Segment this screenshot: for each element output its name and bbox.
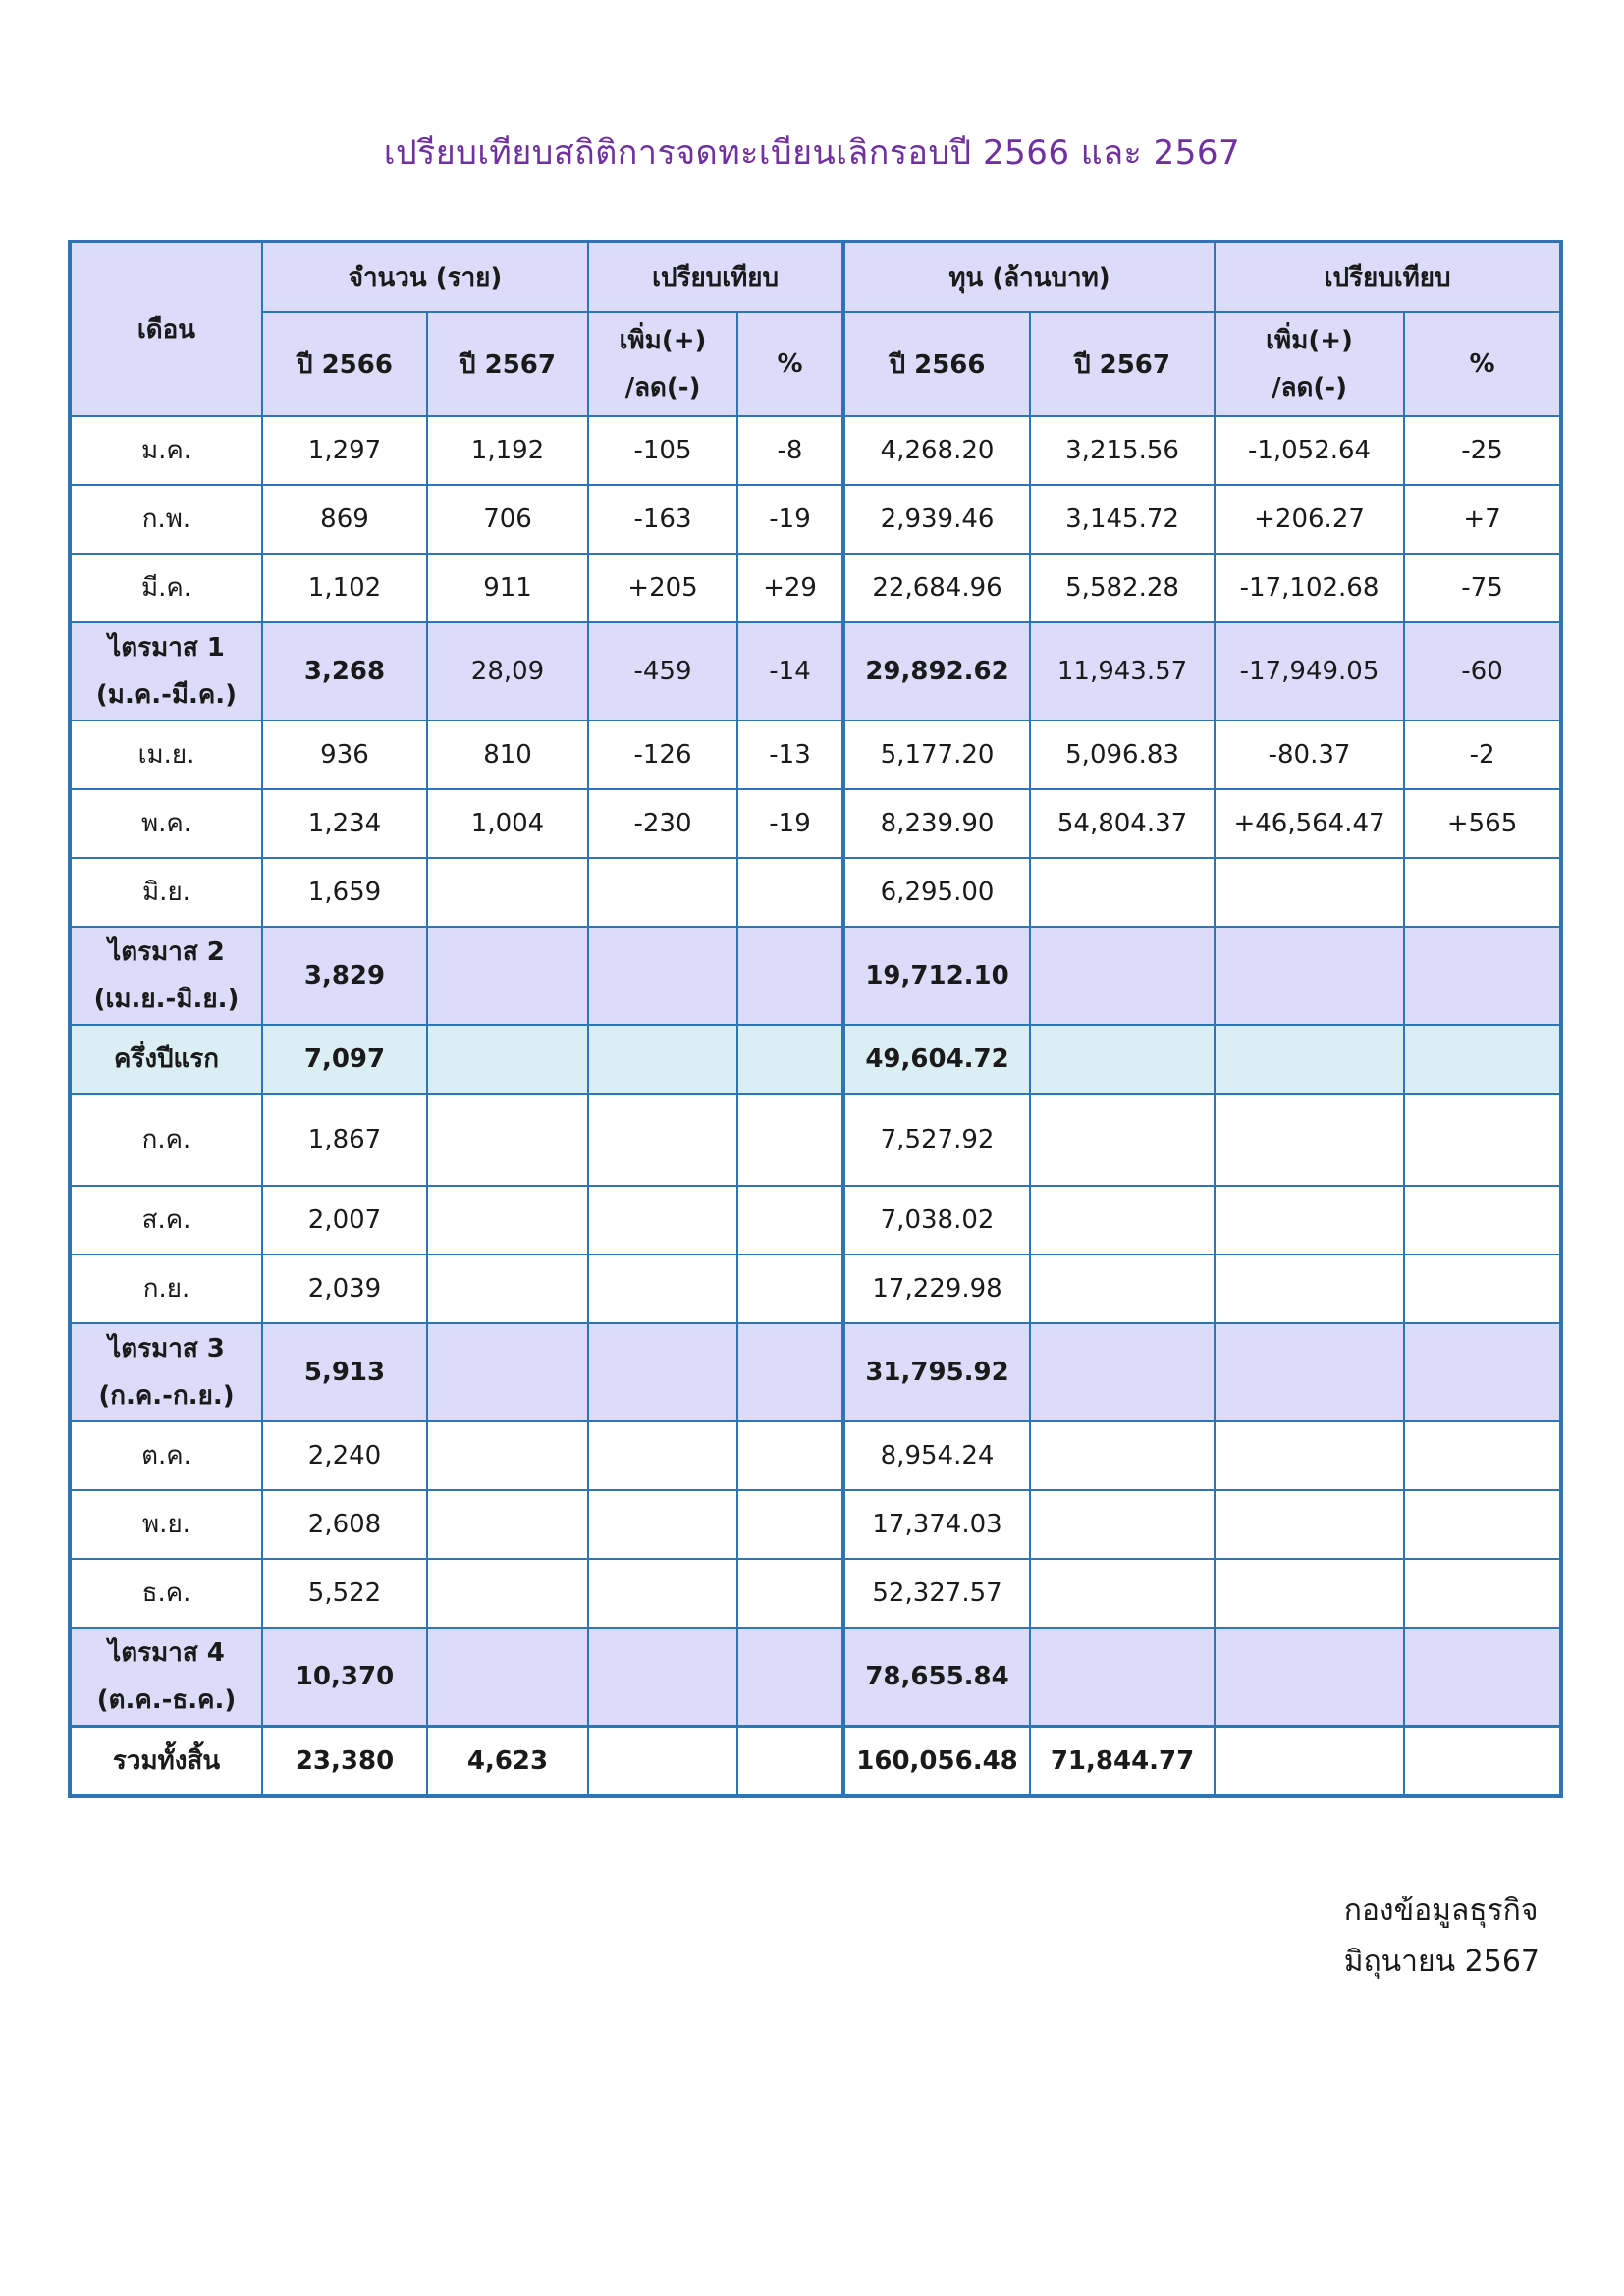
cell-capital-change: +46,564.47 bbox=[1215, 789, 1404, 858]
cell-count-2567 bbox=[427, 1094, 588, 1186]
cell-count-percent bbox=[737, 858, 843, 927]
cell-count-2566: 1,867 bbox=[262, 1094, 427, 1186]
cell-capital-2567 bbox=[1030, 1628, 1215, 1726]
header-count-percent: % bbox=[737, 312, 843, 416]
cell-count-2566: 1,102 bbox=[262, 554, 427, 622]
table-row bbox=[70, 485, 1561, 554]
header-capital-2567: ปี 2567 bbox=[1030, 312, 1215, 416]
cell-count-2567 bbox=[427, 1025, 588, 1094]
cell-count-change bbox=[588, 1186, 737, 1255]
cell-capital-percent: -25 bbox=[1404, 416, 1561, 485]
cell-count-change: -105 bbox=[588, 416, 737, 485]
cell-capital-2567: 5,582.28 bbox=[1030, 554, 1215, 622]
row-label: ธ.ค. bbox=[70, 1559, 262, 1628]
cell-count-percent bbox=[737, 1255, 843, 1323]
cell-capital-2566: 160,056.48 bbox=[843, 1726, 1030, 1796]
cell-count-change bbox=[588, 1421, 737, 1490]
cell-capital-2566: 19,712.10 bbox=[843, 927, 1030, 1025]
footer bbox=[1344, 1886, 1540, 1988]
cell-capital-change bbox=[1215, 1490, 1404, 1559]
cell-count-change bbox=[588, 1025, 737, 1094]
cell-count-change: -230 bbox=[588, 789, 737, 858]
cell-capital-2567: 54,804.37 bbox=[1030, 789, 1215, 858]
cell-capital-percent bbox=[1404, 1490, 1561, 1559]
cell-count-2567 bbox=[427, 1323, 588, 1421]
cell-capital-change bbox=[1215, 1628, 1404, 1726]
row-label: ก.ย. bbox=[70, 1255, 262, 1323]
cell-count-percent bbox=[737, 1323, 843, 1421]
cell-count-change bbox=[588, 1094, 737, 1186]
cell-count-2567: 1,192 bbox=[427, 416, 588, 485]
table-row bbox=[70, 1094, 1561, 1186]
cell-count-percent bbox=[737, 1490, 843, 1559]
cell-capital-change bbox=[1215, 1323, 1404, 1421]
cell-capital-change: -80.37 bbox=[1215, 721, 1404, 789]
cell-count-2566: 3,268 bbox=[262, 622, 427, 721]
cell-capital-percent bbox=[1404, 1255, 1561, 1323]
row-label: ไตรมาส 2 (เม.ย.-มิ.ย.) bbox=[70, 927, 262, 1025]
cell-capital-change bbox=[1215, 927, 1404, 1025]
cell-count-change bbox=[588, 1323, 737, 1421]
cell-capital-percent: -60 bbox=[1404, 622, 1561, 721]
footer-department: กองข้อมูลธุรกิจ bbox=[1343, 1894, 1539, 1928]
cell-count-percent: -14 bbox=[737, 622, 843, 721]
cell-count-2567 bbox=[427, 1559, 588, 1628]
cell-capital-percent: +565 bbox=[1404, 789, 1561, 858]
cell-capital-2567 bbox=[1030, 927, 1215, 1025]
cell-capital-2567 bbox=[1030, 1255, 1215, 1323]
cell-count-percent bbox=[737, 1421, 843, 1490]
cell-count-change bbox=[588, 858, 737, 927]
header-capital-2566: ปี 2566 bbox=[843, 312, 1030, 416]
table-row bbox=[70, 1490, 1561, 1559]
cell-count-2567 bbox=[427, 1421, 588, 1490]
cell-count-change bbox=[588, 1726, 737, 1796]
cell-count-2567: 4,623 bbox=[427, 1726, 588, 1796]
cell-count-2566: 7,097 bbox=[262, 1025, 427, 1094]
table-row bbox=[70, 1559, 1561, 1628]
cell-count-2567: 810 bbox=[427, 721, 588, 789]
table-row bbox=[70, 416, 1561, 485]
table-row bbox=[70, 554, 1561, 622]
row-label: ไตรมาส 1 (ม.ค.-มี.ค.) bbox=[70, 622, 262, 721]
cell-capital-change bbox=[1215, 1094, 1404, 1186]
table-row bbox=[70, 721, 1561, 789]
header-capital-percent: % bbox=[1404, 312, 1561, 416]
cell-capital-2566: 8,239.90 bbox=[843, 789, 1030, 858]
cell-capital-change bbox=[1215, 1255, 1404, 1323]
cell-count-2567: 706 bbox=[427, 485, 588, 554]
cell-count-2566: 1,297 bbox=[262, 416, 427, 485]
cell-count-change: -126 bbox=[588, 721, 737, 789]
cell-count-2566: 936 bbox=[262, 721, 427, 789]
row-label: รวมทั้งสิ้น bbox=[70, 1726, 262, 1796]
cell-capital-percent: -2 bbox=[1404, 721, 1561, 789]
cell-count-percent: -19 bbox=[737, 485, 843, 554]
cell-capital-percent bbox=[1404, 1186, 1561, 1255]
cell-capital-2566: 4,268.20 bbox=[843, 416, 1030, 485]
cell-count-2567 bbox=[427, 1628, 588, 1726]
cell-count-2567 bbox=[427, 858, 588, 927]
page-title: เปรียบเทียบสถิติการจดทะเบียนเลิกรอบปี 2566 และ 2567 bbox=[383, 133, 1241, 173]
cell-count-2566: 23,380 bbox=[262, 1726, 427, 1796]
cell-count-2567 bbox=[427, 1186, 588, 1255]
cell-count-2566: 2,240 bbox=[262, 1421, 427, 1490]
table-row bbox=[70, 1255, 1561, 1323]
cell-capital-change bbox=[1215, 1421, 1404, 1490]
row-label: มี.ค. bbox=[70, 554, 262, 622]
cell-count-2567: 28,09 bbox=[427, 622, 588, 721]
row-label: ม.ค. bbox=[70, 416, 262, 485]
cell-count-percent bbox=[737, 1094, 843, 1186]
cell-capital-percent bbox=[1404, 1094, 1561, 1186]
cell-capital-2567 bbox=[1030, 1025, 1215, 1094]
cell-count-change: +205 bbox=[588, 554, 737, 622]
cell-capital-2566: 5,177.20 bbox=[843, 721, 1030, 789]
table-row bbox=[70, 1628, 1561, 1726]
table-row bbox=[70, 622, 1561, 721]
cell-capital-2566: 7,038.02 bbox=[843, 1186, 1030, 1255]
cell-count-change: -163 bbox=[588, 485, 737, 554]
cell-count-2566: 1,234 bbox=[262, 789, 427, 858]
cell-capital-2567: 5,096.83 bbox=[1030, 721, 1215, 789]
header-count-2567: ปี 2567 bbox=[427, 312, 588, 416]
cell-capital-change bbox=[1215, 1025, 1404, 1094]
cell-count-2566: 10,370 bbox=[262, 1628, 427, 1726]
cell-capital-2567 bbox=[1030, 1186, 1215, 1255]
cell-capital-percent bbox=[1404, 858, 1561, 927]
cell-count-2567 bbox=[427, 927, 588, 1025]
row-label: ส.ค. bbox=[70, 1186, 262, 1255]
cell-count-change: -459 bbox=[588, 622, 737, 721]
statistics-table bbox=[68, 240, 1563, 1798]
cell-count-2566: 869 bbox=[262, 485, 427, 554]
cell-capital-change bbox=[1215, 1186, 1404, 1255]
cell-capital-2567: 11,943.57 bbox=[1030, 622, 1215, 721]
cell-count-percent: -13 bbox=[737, 721, 843, 789]
table-row bbox=[70, 1186, 1561, 1255]
cell-capital-percent bbox=[1404, 1559, 1561, 1628]
row-label: เม.ย. bbox=[70, 721, 262, 789]
cell-count-2566: 5,522 bbox=[262, 1559, 427, 1628]
header-compare-capital: เปรียบเทียบ bbox=[1215, 241, 1561, 312]
row-label: ก.ค. bbox=[70, 1094, 262, 1186]
cell-capital-percent: -75 bbox=[1404, 554, 1561, 622]
cell-capital-2566: 7,527.92 bbox=[843, 1094, 1030, 1186]
cell-count-change bbox=[588, 1255, 737, 1323]
cell-capital-2567 bbox=[1030, 858, 1215, 927]
cell-count-2566: 1,659 bbox=[262, 858, 427, 927]
cell-count-2566: 5,913 bbox=[262, 1323, 427, 1421]
row-label: พ.ค. bbox=[70, 789, 262, 858]
header-month: เดือน bbox=[70, 241, 262, 416]
table-row bbox=[70, 1421, 1561, 1490]
cell-capital-2566: 17,229.98 bbox=[843, 1255, 1030, 1323]
cell-capital-2567 bbox=[1030, 1094, 1215, 1186]
cell-capital-percent bbox=[1404, 927, 1561, 1025]
cell-capital-change: +206.27 bbox=[1215, 485, 1404, 554]
cell-capital-2566: 31,795.92 bbox=[843, 1323, 1030, 1421]
cell-capital-2567: 3,215.56 bbox=[1030, 416, 1215, 485]
row-label: มิ.ย. bbox=[70, 858, 262, 927]
header-capital: ทุน (ล้านบาท) bbox=[843, 241, 1215, 312]
row-label: ต.ค. bbox=[70, 1421, 262, 1490]
cell-capital-2566: 2,939.46 bbox=[843, 485, 1030, 554]
cell-count-percent bbox=[737, 1186, 843, 1255]
table-row bbox=[70, 858, 1561, 927]
cell-capital-percent bbox=[1404, 1421, 1561, 1490]
cell-count-2567: 911 bbox=[427, 554, 588, 622]
header-capital-change: เพิ่ม(+) /ลด(-) bbox=[1215, 312, 1404, 416]
cell-capital-percent: +7 bbox=[1404, 485, 1561, 554]
cell-capital-change bbox=[1215, 1559, 1404, 1628]
cell-capital-percent bbox=[1404, 1025, 1561, 1094]
cell-count-2567: 1,004 bbox=[427, 789, 588, 858]
table-row bbox=[70, 1726, 1561, 1796]
table-row bbox=[70, 789, 1561, 858]
cell-capital-2567 bbox=[1030, 1559, 1215, 1628]
row-label: ไตรมาส 3 (ก.ค.-ก.ย.) bbox=[70, 1323, 262, 1421]
cell-capital-2566: 22,684.96 bbox=[843, 554, 1030, 622]
cell-count-2566: 2,039 bbox=[262, 1255, 427, 1323]
row-label: ก.พ. bbox=[70, 485, 262, 554]
cell-count-2566: 3,829 bbox=[262, 927, 427, 1025]
cell-capital-2566: 52,327.57 bbox=[843, 1559, 1030, 1628]
cell-count-percent: -8 bbox=[737, 416, 843, 485]
cell-count-change bbox=[588, 1559, 737, 1628]
cell-count-percent: -19 bbox=[737, 789, 843, 858]
cell-count-percent bbox=[737, 1559, 843, 1628]
cell-count-change bbox=[588, 927, 737, 1025]
cell-capital-2566: 49,604.72 bbox=[843, 1025, 1030, 1094]
cell-capital-change: -1,052.64 bbox=[1215, 416, 1404, 485]
cell-count-percent bbox=[737, 1025, 843, 1094]
cell-count-percent: +29 bbox=[737, 554, 843, 622]
cell-count-percent bbox=[737, 1628, 843, 1726]
row-label: ครึ่งปีแรก bbox=[70, 1025, 262, 1094]
row-label: ไตรมาส 4 (ต.ค.-ธ.ค.) bbox=[70, 1628, 262, 1726]
cell-count-percent bbox=[737, 927, 843, 1025]
cell-capital-2567 bbox=[1030, 1490, 1215, 1559]
cell-capital-percent bbox=[1404, 1628, 1561, 1726]
cell-count-2566: 2,608 bbox=[262, 1490, 427, 1559]
header-count-2566: ปี 2566 bbox=[262, 312, 427, 416]
cell-capital-2567 bbox=[1030, 1421, 1215, 1490]
cell-capital-2566: 29,892.62 bbox=[843, 622, 1030, 721]
table-row bbox=[70, 927, 1561, 1025]
header-compare-count: เปรียบเทียบ bbox=[588, 241, 843, 312]
cell-capital-2566: 6,295.00 bbox=[843, 858, 1030, 927]
cell-capital-change: -17,102.68 bbox=[1215, 554, 1404, 622]
row-label: พ.ย. bbox=[70, 1490, 262, 1559]
cell-capital-change bbox=[1215, 1726, 1404, 1796]
cell-capital-percent bbox=[1404, 1726, 1561, 1796]
cell-count-2567 bbox=[427, 1255, 588, 1323]
cell-capital-change: -17,949.05 bbox=[1215, 622, 1404, 721]
cell-capital-2566: 8,954.24 bbox=[843, 1421, 1030, 1490]
cell-count-change bbox=[588, 1490, 737, 1559]
cell-capital-change bbox=[1215, 858, 1404, 927]
table-row bbox=[70, 1025, 1561, 1094]
cell-capital-2566: 78,655.84 bbox=[843, 1628, 1030, 1726]
footer-date: มิถุนายน 2567 bbox=[1343, 1945, 1540, 1979]
cell-count-2566: 2,007 bbox=[262, 1186, 427, 1255]
cell-count-change bbox=[588, 1628, 737, 1726]
cell-count-percent bbox=[737, 1726, 843, 1796]
header-count: จำนวน (ราย) bbox=[262, 241, 588, 312]
cell-capital-2566: 17,374.03 bbox=[843, 1490, 1030, 1559]
table-row bbox=[70, 1323, 1561, 1421]
cell-capital-2567: 71,844.77 bbox=[1030, 1726, 1215, 1796]
cell-capital-2567: 3,145.72 bbox=[1030, 485, 1215, 554]
cell-count-2567 bbox=[427, 1490, 588, 1559]
cell-capital-percent bbox=[1404, 1323, 1561, 1421]
cell-capital-2567 bbox=[1030, 1323, 1215, 1421]
header-count-change: เพิ่ม(+) /ลด(-) bbox=[588, 312, 737, 416]
